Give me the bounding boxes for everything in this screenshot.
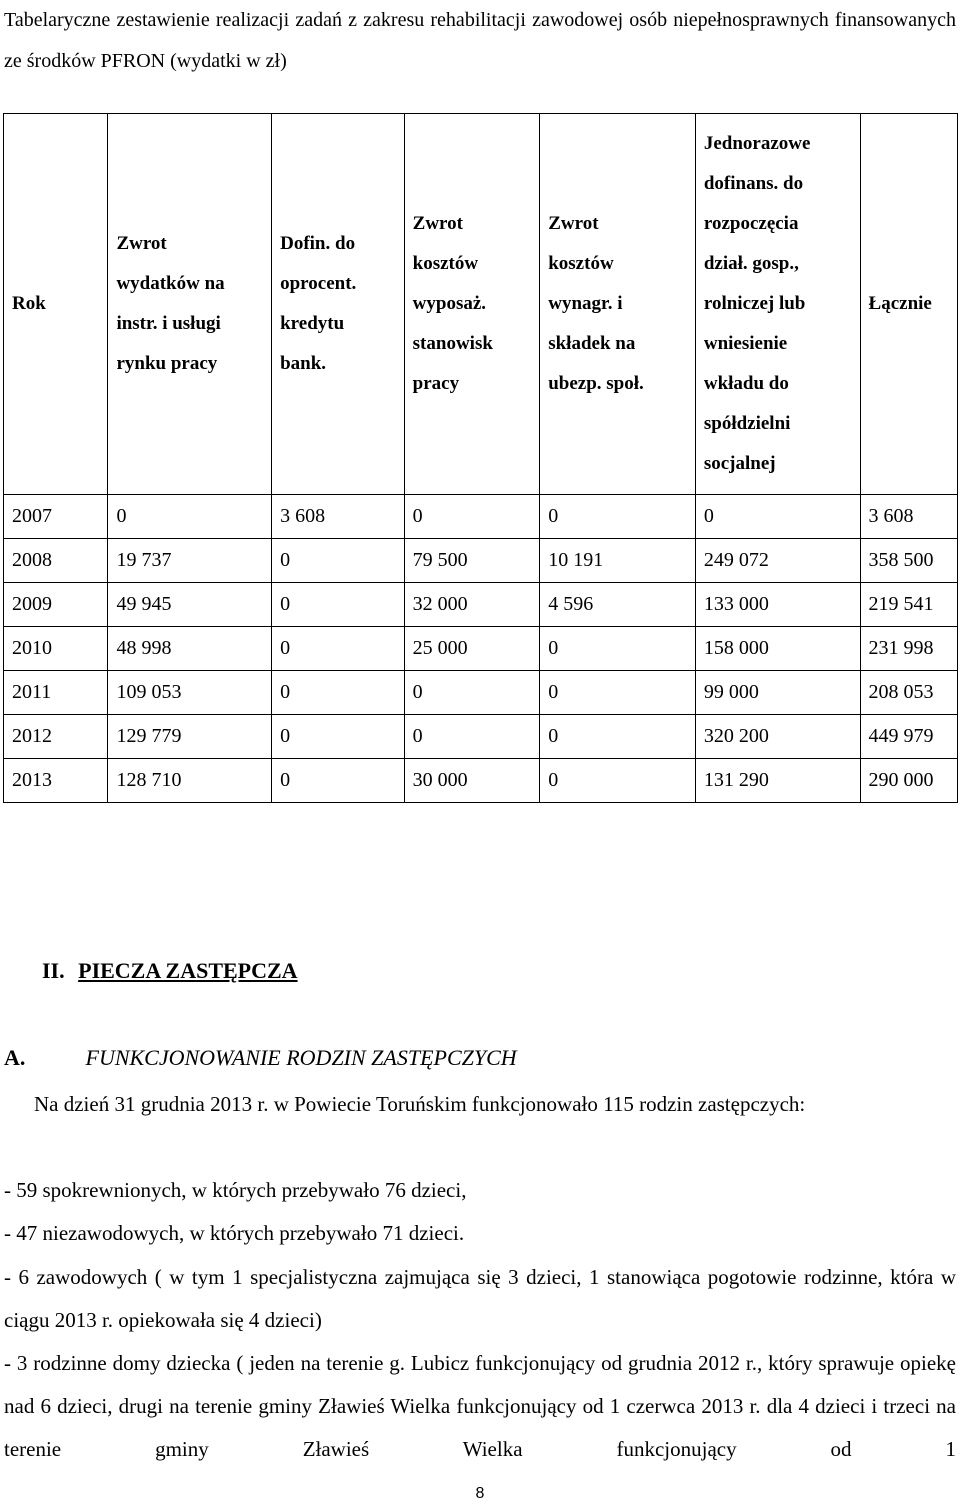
- pfron-table: [3, 113, 958, 803]
- value-cell: 25 000: [404, 627, 540, 671]
- value-cell: 0: [404, 495, 540, 539]
- value-cell: 0: [404, 671, 540, 715]
- value-cell: 129 779: [108, 715, 272, 759]
- header-line: bank.: [280, 353, 327, 374]
- header-line: wydatków na: [116, 273, 225, 294]
- value-cell: 10 191: [540, 539, 696, 583]
- value-cell: 128 710: [108, 759, 272, 803]
- header-line: Dofin. do: [280, 233, 356, 254]
- header-cell: [404, 114, 540, 495]
- value-cell: 4 596: [540, 583, 696, 627]
- section-title: PIECZA ZASTĘPCZA: [78, 958, 298, 983]
- value-cell: 109 053: [108, 671, 272, 715]
- value-cell: 0: [540, 495, 696, 539]
- value-cell: 0: [272, 715, 405, 759]
- header-line: socjalnej: [703, 453, 776, 474]
- header-line: kredytu: [280, 313, 345, 334]
- header-line: wniesienie: [703, 333, 788, 354]
- value-cell: 0: [272, 583, 405, 627]
- value-cell: 158 000: [695, 627, 860, 671]
- value-cell: 0: [540, 627, 696, 671]
- table-row: [4, 495, 958, 539]
- value-cell: 0: [540, 671, 696, 715]
- table-body: [4, 495, 958, 803]
- value-cell: 3 608: [860, 495, 957, 539]
- paragraph-kin-families: - 59 spokrewnionych, w których przebywało 76 dzieci,: [4, 1178, 467, 1202]
- header-line: stanowisk: [412, 333, 493, 354]
- header-line: składek na: [548, 333, 636, 354]
- header-line: instr. i usługi: [116, 313, 221, 334]
- value-cell: 19 737: [108, 539, 272, 583]
- paragraph-family-homes: - 3 rodzinne domy dziecka ( jeden na terenie g. Lubicz funkcjonujący od grudnia 2012 r., który sprawuje opiekę nad 6 dzieci, drugi na terenie gminy Zławieś Wielka funkcjonujący od 1 czerwca 2013 r. dla 4 dzieci i trzeci na terenie gminy Zławieś Wielka funkcjonujący od 1: [4, 1351, 956, 1461]
- header-line: Zwrot: [412, 213, 463, 234]
- value-cell: 99 000: [695, 671, 860, 715]
- value-cell: 290 000: [860, 759, 957, 803]
- value-cell: 208 053: [860, 671, 957, 715]
- value-cell: 3 608: [272, 495, 405, 539]
- paragraph-professional-families: - 6 zawodowych ( w tym 1 specjalistyczna zajmująca się 3 dzieci, 1 stanowiąca pogotowie rodzinne, która w ciągu 2013 r. opiekowała się 4 dzieci): [4, 1265, 956, 1332]
- year-cell: 2008: [4, 539, 108, 583]
- value-cell: 32 000: [404, 583, 540, 627]
- header-line: wynagr. i: [548, 293, 623, 314]
- paragraph-intro: Na dzień 31 grudnia 2013 r. w Powiecie Toruńskim funkcjonowało 115 rodzin zastępczych:: [34, 1092, 806, 1116]
- header-line: Zwrot: [548, 213, 599, 234]
- document-title: Tabelaryczne zestawienie realizacji zadań z zakresu rehabilitacji zawodowej osób niepełnosprawnych finansowanych ze środków PFRON (wydatki w zł): [4, 9, 956, 72]
- year-cell: 2011: [4, 671, 108, 715]
- year-cell: 2009: [4, 583, 108, 627]
- table-row: [4, 759, 958, 803]
- value-cell: 358 500: [860, 539, 957, 583]
- table-row: [4, 539, 958, 583]
- value-cell: 449 979: [860, 715, 957, 759]
- header-line: Jednorazowe: [703, 133, 811, 154]
- header-cell: [540, 114, 696, 495]
- value-cell: 0: [404, 715, 540, 759]
- year-cell: 2013: [4, 759, 108, 803]
- value-cell: 0: [695, 495, 860, 539]
- header-line: pracy: [412, 373, 460, 394]
- value-cell: 249 072: [695, 539, 860, 583]
- year-cell: 2010: [4, 627, 108, 671]
- value-cell: 133 000: [695, 583, 860, 627]
- value-cell: 0: [540, 759, 696, 803]
- header-line: spółdzielni: [703, 413, 791, 434]
- value-cell: 30 000: [404, 759, 540, 803]
- header-line: dofinans. do: [703, 173, 804, 194]
- header-line: kosztów: [548, 253, 614, 274]
- header-line: Łącznie: [868, 293, 932, 314]
- year-cell: 2012: [4, 715, 108, 759]
- table-row: [4, 715, 958, 759]
- value-cell: 219 541: [860, 583, 957, 627]
- table-header-row: [4, 114, 958, 495]
- table-row: [4, 627, 958, 671]
- value-cell: 0: [272, 539, 405, 583]
- table-row: [4, 583, 958, 627]
- header-line: rolniczej lub: [703, 293, 806, 314]
- value-cell: 131 290: [695, 759, 860, 803]
- year-cell: 2007: [4, 495, 108, 539]
- value-cell: 48 998: [108, 627, 272, 671]
- paragraph-nonprofessional-families: - 47 niezawodowych, w których przebywało 71 dzieci.: [4, 1221, 465, 1245]
- value-cell: 231 998: [860, 627, 957, 671]
- value-cell: 320 200: [695, 715, 860, 759]
- subsection-number: A.: [4, 1045, 26, 1070]
- header-cell: [272, 114, 405, 495]
- value-cell: 49 945: [108, 583, 272, 627]
- section-heading-2: [42, 958, 298, 984]
- header-line: Zwrot: [116, 233, 167, 254]
- header-line: ubezp. społ.: [548, 373, 644, 394]
- value-cell: 0: [272, 671, 405, 715]
- value-cell: 0: [272, 627, 405, 671]
- header-line: wkładu do: [703, 373, 789, 394]
- value-cell: 79 500: [404, 539, 540, 583]
- header-line: dział. gosp.,: [703, 253, 799, 274]
- subsection-title: FUNKCJONOWANIE RODZIN ZASTĘPCZYCH: [85, 1045, 517, 1070]
- value-cell: 0: [272, 759, 405, 803]
- header-line: wyposaż.: [412, 293, 487, 314]
- table-row: [4, 671, 958, 715]
- subsection-heading-a: [4, 1045, 517, 1071]
- header-cell: [860, 114, 957, 495]
- header-line: rynku pracy: [116, 353, 218, 374]
- header-line: rozpoczęcia: [703, 213, 799, 234]
- header-cell: [4, 114, 108, 495]
- header-cell: [108, 114, 272, 495]
- header-cell: [695, 114, 860, 495]
- header-line: oprocent.: [280, 273, 357, 294]
- header-line: Rok: [12, 293, 46, 314]
- header-line: kosztów: [412, 253, 479, 274]
- page-number: 8: [475, 1485, 485, 1502]
- value-cell: 0: [108, 495, 272, 539]
- section-number: II.: [42, 958, 65, 983]
- value-cell: 0: [540, 715, 696, 759]
